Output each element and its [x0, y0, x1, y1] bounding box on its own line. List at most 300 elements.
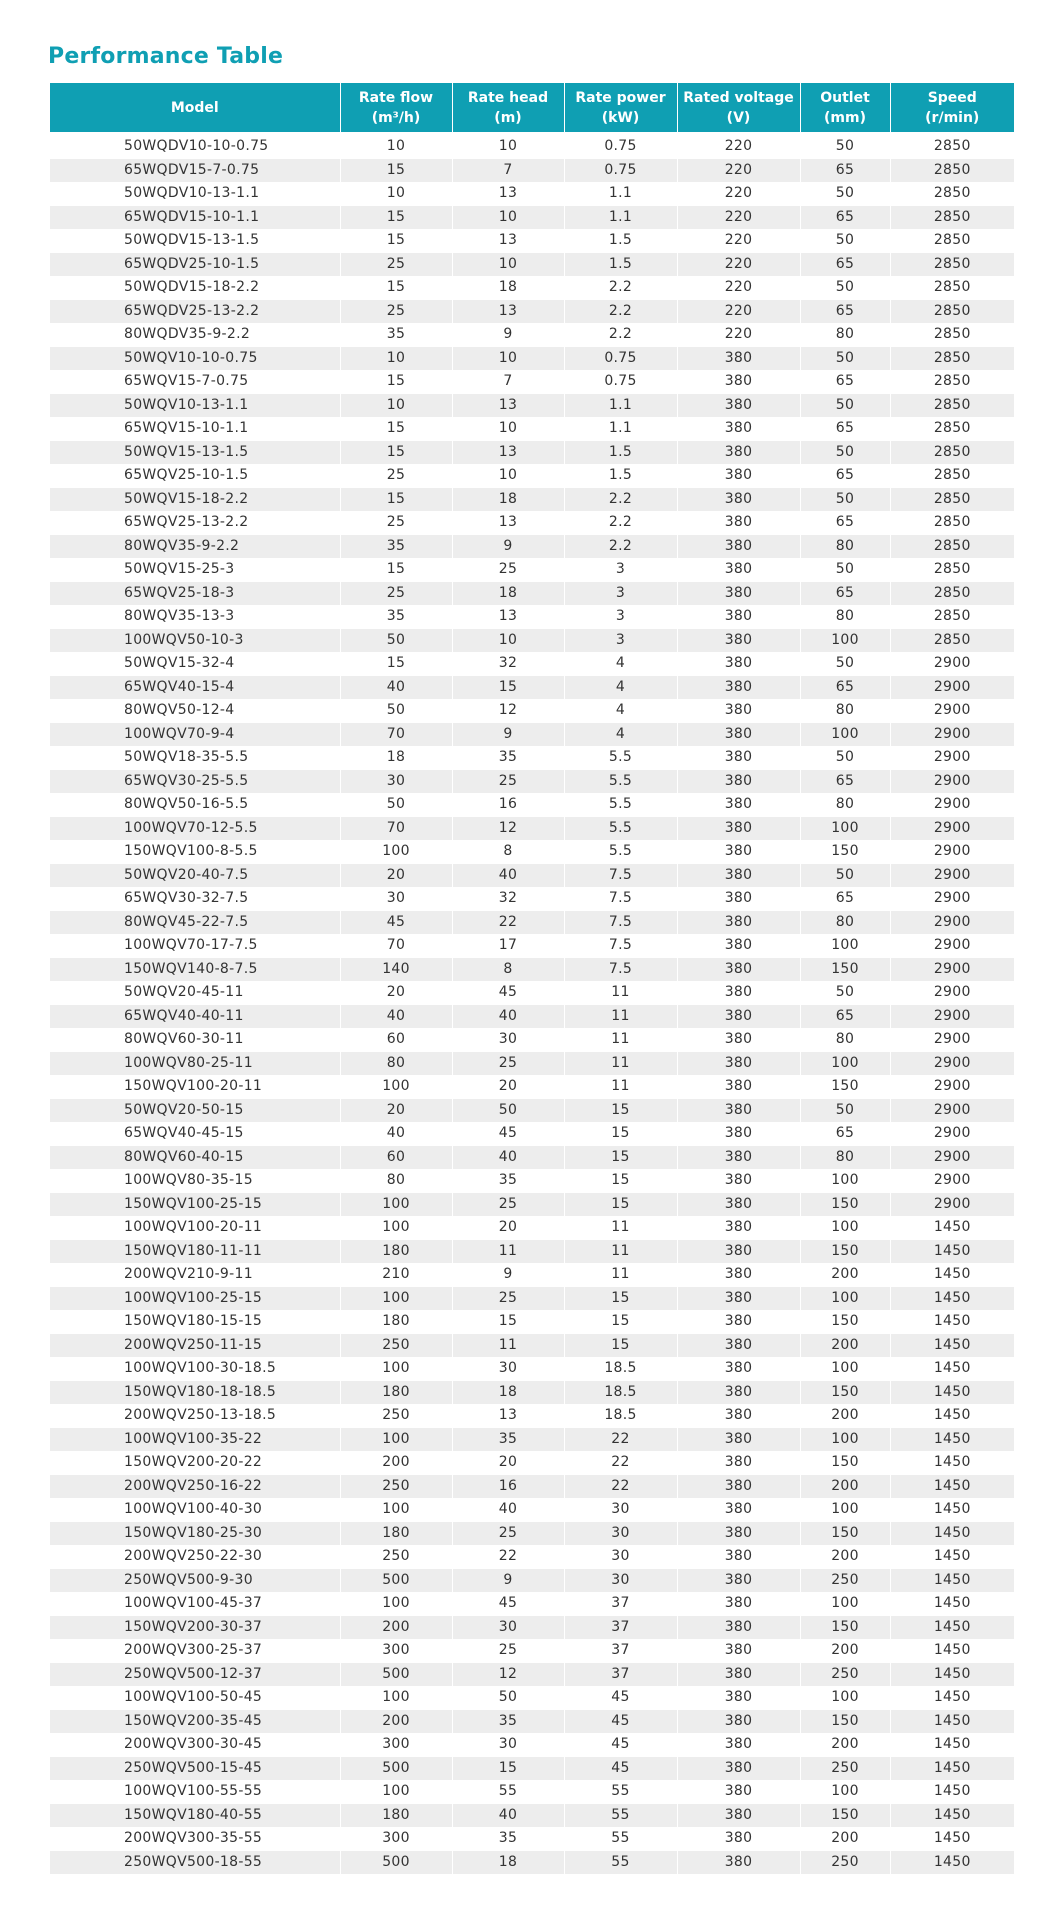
table-row	[50, 370, 1014, 394]
cell-rated-voltage: 380	[677, 1686, 800, 1710]
table-row	[50, 1381, 1014, 1405]
cell-rate-flow: 50	[340, 793, 452, 817]
cell-model: 65WQV40-15-4	[50, 676, 340, 700]
cell-rated-voltage: 380	[677, 1052, 800, 1076]
cell-rate-flow: 35	[340, 323, 452, 347]
cell-rate-head: 50	[452, 1099, 564, 1123]
cell-speed: 1450	[890, 1780, 1014, 1804]
cell-rate-flow: 10	[340, 132, 452, 159]
cell-model: 150WQV180-11-11	[50, 1240, 340, 1264]
cell-outlet: 65	[800, 676, 890, 700]
cell-model: 50WQDV15-13-1.5	[50, 229, 340, 253]
cell-rate-head: 13	[452, 441, 564, 465]
cell-rate-flow: 20	[340, 864, 452, 888]
cell-model: 65WQDV15-10-1.1	[50, 206, 340, 230]
cell-outlet: 65	[800, 582, 890, 606]
table-row	[50, 864, 1014, 888]
cell-rated-voltage: 380	[677, 1357, 800, 1381]
cell-speed: 2850	[890, 159, 1014, 183]
cell-rated-voltage: 380	[677, 676, 800, 700]
cell-speed: 1450	[890, 1522, 1014, 1546]
cell-model: 50WQV20-50-15	[50, 1099, 340, 1123]
table-row	[50, 1287, 1014, 1311]
cell-rated-voltage: 220	[677, 206, 800, 230]
cell-rated-voltage: 380	[677, 535, 800, 559]
table-row	[50, 911, 1014, 935]
cell-rate-flow: 100	[340, 1075, 452, 1099]
table-row	[50, 1780, 1014, 1804]
cell-rated-voltage: 380	[677, 394, 800, 418]
cell-speed: 2900	[890, 1099, 1014, 1123]
cell-rate-flow: 35	[340, 535, 452, 559]
cell-rated-voltage: 380	[677, 1169, 800, 1193]
cell-rated-voltage: 380	[677, 441, 800, 465]
cell-model: 65WQV25-10-1.5	[50, 464, 340, 488]
cell-rated-voltage: 380	[677, 1381, 800, 1405]
cell-rate-flow: 250	[340, 1334, 452, 1358]
cell-speed: 2900	[890, 934, 1014, 958]
cell-rate-head: 12	[452, 699, 564, 723]
cell-rate-head: 10	[452, 132, 564, 159]
cell-rate-power: 37	[564, 1592, 677, 1616]
cell-outlet: 50	[800, 652, 890, 676]
cell-model: 100WQV80-25-11	[50, 1052, 340, 1076]
cell-model: 100WQV100-35-22	[50, 1428, 340, 1452]
cell-rated-voltage: 380	[677, 1263, 800, 1287]
table-row	[50, 1663, 1014, 1687]
cell-outlet: 50	[800, 441, 890, 465]
cell-rate-flow: 180	[340, 1804, 452, 1828]
cell-model: 150WQV180-40-55	[50, 1804, 340, 1828]
cell-rate-head: 32	[452, 652, 564, 676]
cell-rate-power: 2.2	[564, 511, 677, 535]
cell-rate-flow: 300	[340, 1639, 452, 1663]
cell-rate-power: 1.1	[564, 182, 677, 206]
cell-model: 100WQV100-20-11	[50, 1216, 340, 1240]
cell-model: 200WQV250-22-30	[50, 1545, 340, 1569]
cell-rate-power: 5.5	[564, 746, 677, 770]
cell-rate-flow: 15	[340, 370, 452, 394]
cell-rate-flow: 10	[340, 394, 452, 418]
cell-rate-power: 0.75	[564, 132, 677, 159]
cell-rate-head: 9	[452, 323, 564, 347]
cell-rate-head: 25	[452, 1287, 564, 1311]
cell-rate-flow: 60	[340, 1028, 452, 1052]
cell-rate-flow: 100	[340, 1428, 452, 1452]
cell-rated-voltage: 380	[677, 511, 800, 535]
cell-speed: 2900	[890, 911, 1014, 935]
table-row	[50, 746, 1014, 770]
cell-rate-power: 55	[564, 1827, 677, 1851]
cell-rated-voltage: 380	[677, 1733, 800, 1757]
cell-speed: 1450	[890, 1404, 1014, 1428]
cell-rate-flow: 300	[340, 1827, 452, 1851]
cell-model: 100WQV100-30-18.5	[50, 1357, 340, 1381]
cell-rate-power: 11	[564, 1240, 677, 1264]
cell-rate-head: 11	[452, 1240, 564, 1264]
cell-model: 150WQV180-18-18.5	[50, 1381, 340, 1405]
table-row	[50, 1193, 1014, 1217]
table-row	[50, 1099, 1014, 1123]
header-label: Speed	[927, 89, 977, 106]
cell-rated-voltage: 380	[677, 1545, 800, 1569]
cell-rated-voltage: 380	[677, 1639, 800, 1663]
cell-speed: 2900	[890, 1005, 1014, 1029]
cell-rate-flow: 35	[340, 605, 452, 629]
cell-rate-head: 22	[452, 1545, 564, 1569]
cell-rated-voltage: 380	[677, 347, 800, 371]
cell-outlet: 100	[800, 1780, 890, 1804]
cell-outlet: 50	[800, 347, 890, 371]
cell-speed: 1450	[890, 1592, 1014, 1616]
table-row	[50, 417, 1014, 441]
cell-rate-power: 11	[564, 1075, 677, 1099]
cell-rated-voltage: 380	[677, 887, 800, 911]
cell-rate-power: 30	[564, 1498, 677, 1522]
page-title: Performance Table	[48, 44, 284, 69]
cell-rate-flow: 50	[340, 699, 452, 723]
cell-model: 50WQDV15-18-2.2	[50, 276, 340, 300]
cell-outlet: 250	[800, 1569, 890, 1593]
cell-rate-head: 30	[452, 1357, 564, 1381]
cell-speed: 2900	[890, 1122, 1014, 1146]
cell-rated-voltage: 380	[677, 981, 800, 1005]
cell-rate-power: 3	[564, 582, 677, 606]
cell-rated-voltage: 380	[677, 1310, 800, 1334]
cell-model: 50WQV15-25-3	[50, 558, 340, 582]
cell-rate-head: 13	[452, 229, 564, 253]
cell-rate-head: 9	[452, 1569, 564, 1593]
cell-rate-head: 35	[452, 746, 564, 770]
cell-model: 100WQV100-25-15	[50, 1287, 340, 1311]
cell-rate-head: 15	[452, 1757, 564, 1781]
cell-model: 200WQV300-25-37	[50, 1639, 340, 1663]
cell-outlet: 100	[800, 1428, 890, 1452]
table-row	[50, 1005, 1014, 1029]
table-row	[50, 1475, 1014, 1499]
cell-speed: 1450	[890, 1663, 1014, 1687]
cell-model: 100WQV100-40-30	[50, 1498, 340, 1522]
cell-model: 65WQV40-45-15	[50, 1122, 340, 1146]
cell-outlet: 65	[800, 159, 890, 183]
cell-rate-head: 16	[452, 793, 564, 817]
cell-rate-flow: 15	[340, 652, 452, 676]
table-row	[50, 229, 1014, 253]
table-row	[50, 300, 1014, 324]
cell-rate-head: 30	[452, 1616, 564, 1640]
cell-rated-voltage: 380	[677, 1522, 800, 1546]
cell-rated-voltage: 220	[677, 276, 800, 300]
cell-speed: 2850	[890, 370, 1014, 394]
cell-model: 150WQV100-8-5.5	[50, 840, 340, 864]
cell-rate-flow: 180	[340, 1240, 452, 1264]
table-row	[50, 1757, 1014, 1781]
table-row	[50, 652, 1014, 676]
header-label: Rated voltage	[683, 89, 794, 106]
cell-speed: 2900	[890, 746, 1014, 770]
cell-speed: 1450	[890, 1498, 1014, 1522]
cell-rate-flow: 25	[340, 300, 452, 324]
cell-rate-flow: 15	[340, 417, 452, 441]
cell-rate-power: 45	[564, 1710, 677, 1734]
header-rated-voltage	[677, 83, 800, 132]
cell-model: 150WQV140-8-7.5	[50, 958, 340, 982]
cell-speed: 2900	[890, 1052, 1014, 1076]
cell-rate-flow: 25	[340, 582, 452, 606]
cell-rate-power: 5.5	[564, 840, 677, 864]
cell-model: 80WQV35-13-3	[50, 605, 340, 629]
cell-rate-flow: 200	[340, 1710, 452, 1734]
cell-model: 65WQV25-18-3	[50, 582, 340, 606]
cell-rate-power: 15	[564, 1287, 677, 1311]
table-row	[50, 1052, 1014, 1076]
cell-rated-voltage: 380	[677, 1475, 800, 1499]
cell-speed: 2900	[890, 770, 1014, 794]
cell-outlet: 100	[800, 1357, 890, 1381]
cell-rate-power: 2.2	[564, 488, 677, 512]
cell-rated-voltage: 380	[677, 699, 800, 723]
cell-model: 150WQV180-15-15	[50, 1310, 340, 1334]
cell-rate-flow: 25	[340, 511, 452, 535]
table-row	[50, 1827, 1014, 1851]
cell-rated-voltage: 220	[677, 229, 800, 253]
cell-rated-voltage: 380	[677, 1451, 800, 1475]
cell-speed: 2850	[890, 300, 1014, 324]
cell-outlet: 100	[800, 934, 890, 958]
cell-rate-power: 5.5	[564, 793, 677, 817]
table-header-row	[50, 83, 1014, 132]
cell-model: 150WQV100-25-15	[50, 1193, 340, 1217]
header-model	[50, 83, 340, 132]
cell-rate-head: 18	[452, 582, 564, 606]
table-row	[50, 629, 1014, 653]
cell-speed: 2850	[890, 394, 1014, 418]
table-row	[50, 605, 1014, 629]
header-unit: (kW)	[601, 109, 640, 126]
cell-model: 100WQV100-45-37	[50, 1592, 340, 1616]
cell-rate-head: 13	[452, 394, 564, 418]
table-row	[50, 206, 1014, 230]
table-row	[50, 1263, 1014, 1287]
cell-outlet: 250	[800, 1663, 890, 1687]
table-row	[50, 723, 1014, 747]
cell-rate-flow: 80	[340, 1052, 452, 1076]
cell-outlet: 50	[800, 1099, 890, 1123]
cell-model: 50WQV15-13-1.5	[50, 441, 340, 465]
cell-rate-flow: 200	[340, 1451, 452, 1475]
cell-rate-head: 13	[452, 511, 564, 535]
cell-model: 200WQV210-9-11	[50, 1263, 340, 1287]
cell-rate-head: 9	[452, 723, 564, 747]
cell-speed: 2900	[890, 652, 1014, 676]
cell-rated-voltage: 380	[677, 370, 800, 394]
cell-outlet: 100	[800, 1169, 890, 1193]
cell-rate-flow: 10	[340, 347, 452, 371]
cell-rated-voltage: 380	[677, 1404, 800, 1428]
cell-model: 100WQV70-12-5.5	[50, 817, 340, 841]
cell-rate-flow: 70	[340, 723, 452, 747]
cell-speed: 2850	[890, 132, 1014, 159]
table-row	[50, 253, 1014, 277]
cell-rate-head: 9	[452, 535, 564, 559]
cell-speed: 1450	[890, 1310, 1014, 1334]
cell-speed: 1450	[890, 1428, 1014, 1452]
cell-model: 65WQV15-7-0.75	[50, 370, 340, 394]
cell-model: 80WQV60-30-11	[50, 1028, 340, 1052]
cell-rate-power: 2.2	[564, 535, 677, 559]
cell-rate-head: 30	[452, 1028, 564, 1052]
cell-rated-voltage: 380	[677, 1075, 800, 1099]
cell-rated-voltage: 380	[677, 582, 800, 606]
cell-rate-power: 15	[564, 1122, 677, 1146]
cell-speed: 2850	[890, 441, 1014, 465]
cell-rate-flow: 20	[340, 981, 452, 1005]
cell-rate-head: 25	[452, 1522, 564, 1546]
cell-speed: 2850	[890, 488, 1014, 512]
cell-speed: 2900	[890, 864, 1014, 888]
cell-rated-voltage: 380	[677, 723, 800, 747]
cell-speed: 1450	[890, 1804, 1014, 1828]
cell-rated-voltage: 380	[677, 605, 800, 629]
cell-rate-head: 35	[452, 1428, 564, 1452]
cell-speed: 2900	[890, 981, 1014, 1005]
cell-speed: 2900	[890, 793, 1014, 817]
cell-rate-head: 18	[452, 1851, 564, 1875]
cell-rate-power: 15	[564, 1169, 677, 1193]
cell-rated-voltage: 380	[677, 840, 800, 864]
cell-model: 100WQV100-55-55	[50, 1780, 340, 1804]
cell-rate-head: 8	[452, 958, 564, 982]
cell-rate-flow: 40	[340, 676, 452, 700]
cell-rate-power: 1.5	[564, 253, 677, 277]
table-row	[50, 887, 1014, 911]
cell-speed: 2850	[890, 182, 1014, 206]
cell-rate-flow: 30	[340, 887, 452, 911]
table-row	[50, 511, 1014, 535]
cell-speed: 2850	[890, 605, 1014, 629]
cell-model: 50WQV10-10-0.75	[50, 347, 340, 371]
cell-speed: 2900	[890, 676, 1014, 700]
cell-model: 100WQV80-35-15	[50, 1169, 340, 1193]
cell-rated-voltage: 380	[677, 558, 800, 582]
cell-rate-flow: 100	[340, 1287, 452, 1311]
cell-rate-flow: 30	[340, 770, 452, 794]
table-row	[50, 1169, 1014, 1193]
cell-rate-power: 4	[564, 699, 677, 723]
cell-model: 100WQV100-50-45	[50, 1686, 340, 1710]
cell-outlet: 200	[800, 1827, 890, 1851]
cell-rate-head: 40	[452, 1498, 564, 1522]
cell-outlet: 50	[800, 488, 890, 512]
table-row	[50, 676, 1014, 700]
cell-rate-head: 55	[452, 1780, 564, 1804]
header-rate-power	[564, 83, 677, 132]
cell-rate-power: 18.5	[564, 1357, 677, 1381]
cell-rate-head: 32	[452, 887, 564, 911]
cell-rate-head: 30	[452, 1733, 564, 1757]
cell-rate-power: 30	[564, 1522, 677, 1546]
cell-rate-power: 1.1	[564, 417, 677, 441]
cell-outlet: 150	[800, 1616, 890, 1640]
table-row	[50, 132, 1014, 159]
cell-rate-head: 20	[452, 1451, 564, 1475]
cell-rated-voltage: 380	[677, 1099, 800, 1123]
cell-model: 200WQV250-11-15	[50, 1334, 340, 1358]
cell-model: 250WQV500-18-55	[50, 1851, 340, 1875]
cell-outlet: 150	[800, 1240, 890, 1264]
cell-speed: 2900	[890, 958, 1014, 982]
cell-speed: 1450	[890, 1710, 1014, 1734]
cell-speed: 2900	[890, 1169, 1014, 1193]
cell-outlet: 65	[800, 1005, 890, 1029]
cell-rate-power: 2.2	[564, 300, 677, 324]
header-outlet	[800, 83, 890, 132]
cell-model: 50WQV10-13-1.1	[50, 394, 340, 418]
cell-outlet: 100	[800, 1686, 890, 1710]
cell-rate-flow: 100	[340, 1216, 452, 1240]
cell-rate-flow: 40	[340, 1005, 452, 1029]
cell-rated-voltage: 220	[677, 253, 800, 277]
cell-model: 80WQV35-9-2.2	[50, 535, 340, 559]
cell-outlet: 150	[800, 1381, 890, 1405]
cell-outlet: 80	[800, 535, 890, 559]
cell-model: 50WQV20-40-7.5	[50, 864, 340, 888]
table-row	[50, 159, 1014, 183]
cell-rated-voltage: 380	[677, 1498, 800, 1522]
cell-rate-head: 8	[452, 840, 564, 864]
cell-rate-head: 10	[452, 347, 564, 371]
header-label: Outlet	[820, 89, 870, 106]
table-row	[50, 817, 1014, 841]
cell-outlet: 100	[800, 723, 890, 747]
cell-rate-power: 15	[564, 1146, 677, 1170]
cell-rate-head: 25	[452, 1639, 564, 1663]
cell-model: 150WQV200-20-22	[50, 1451, 340, 1475]
cell-outlet: 100	[800, 1592, 890, 1616]
cell-outlet: 50	[800, 229, 890, 253]
cell-speed: 2900	[890, 817, 1014, 841]
cell-speed: 1450	[890, 1757, 1014, 1781]
cell-rate-flow: 18	[340, 746, 452, 770]
cell-rate-flow: 100	[340, 1686, 452, 1710]
cell-rate-head: 12	[452, 1663, 564, 1687]
cell-speed: 2850	[890, 582, 1014, 606]
cell-rate-power: 5.5	[564, 817, 677, 841]
cell-speed: 2850	[890, 253, 1014, 277]
cell-rate-power: 7.5	[564, 911, 677, 935]
cell-speed: 1450	[890, 1287, 1014, 1311]
cell-model: 100WQV70-17-7.5	[50, 934, 340, 958]
header-unit: (V)	[726, 109, 751, 126]
table-row	[50, 934, 1014, 958]
table-row	[50, 1028, 1014, 1052]
cell-rated-voltage: 380	[677, 817, 800, 841]
cell-outlet: 200	[800, 1475, 890, 1499]
cell-rated-voltage: 380	[677, 911, 800, 935]
cell-rated-voltage: 380	[677, 958, 800, 982]
cell-rate-power: 11	[564, 1263, 677, 1287]
cell-speed: 2850	[890, 535, 1014, 559]
cell-model: 100WQV50-10-3	[50, 629, 340, 653]
cell-rate-flow: 200	[340, 1616, 452, 1640]
cell-rate-power: 45	[564, 1757, 677, 1781]
cell-rate-flow: 250	[340, 1475, 452, 1499]
cell-rated-voltage: 380	[677, 1287, 800, 1311]
cell-model: 250WQV500-15-45	[50, 1757, 340, 1781]
cell-rate-head: 45	[452, 1592, 564, 1616]
cell-outlet: 150	[800, 1451, 890, 1475]
cell-outlet: 200	[800, 1334, 890, 1358]
